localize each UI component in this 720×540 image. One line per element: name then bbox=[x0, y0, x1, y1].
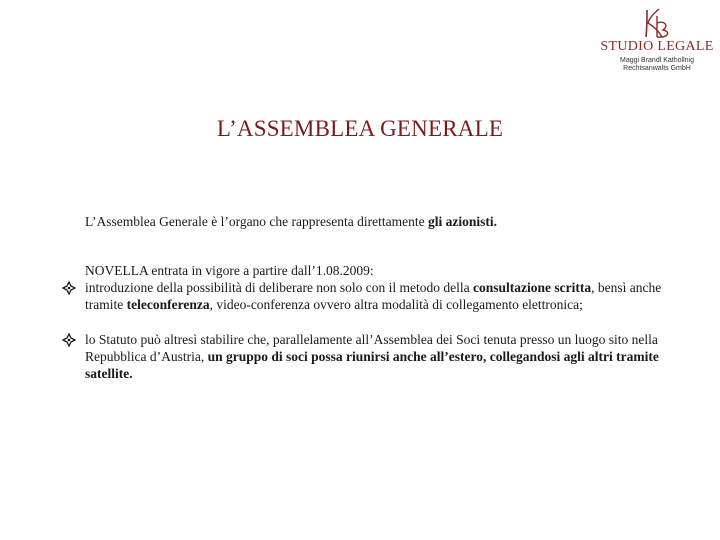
logo-name: STUDIO LEGALE bbox=[600, 39, 714, 54]
diamond-bullet-icon bbox=[62, 333, 76, 347]
logo-line-1: Maggi Brandl Kathollnig bbox=[620, 57, 694, 64]
bullet-2-part-1: lo Statuto può altresì stabilire che, parallelamente all’Assemblea dei Soci tenuta presso un luogo sito nella Repubblica d’Austria, bbox=[85, 332, 658, 364]
studio-logo bbox=[598, 6, 716, 82]
intro-bold: gli azionisti. bbox=[427, 214, 497, 229]
slide-content bbox=[62, 213, 662, 382]
bullet-1-part-1: introduzione della possibilità di deliberare non solo con il metodo della bbox=[85, 280, 474, 295]
bullet-item-2 bbox=[62, 331, 662, 382]
intro-text: L’Assemblea Generale è l’organo che rappresenta direttamente bbox=[85, 214, 428, 229]
bullet-2-part-2: un gruppo di soci possa riunirsi anche all’estero, collegandosi agli altri tramite satellite. bbox=[85, 349, 659, 381]
intro-paragraph bbox=[62, 213, 662, 230]
bullet-1-part-3: , bensì anche tramite bbox=[85, 280, 662, 312]
novella-line: NOVELLA entrata in vigore a partire dall’1.08.2009: bbox=[85, 263, 374, 278]
bullet-item-1 bbox=[62, 279, 662, 313]
bullet-1-part-2: consultazione scritta bbox=[473, 280, 592, 295]
bullet-1-part-5: , video-conferenza ovvero altra modalità di collegamento elettronica; bbox=[209, 297, 583, 312]
logo-line-2: Rechtsanwalts GmbH bbox=[623, 65, 691, 72]
bullet-1-part-4: teleconferenza bbox=[126, 297, 210, 312]
page-title: L’ASSEMBLEA GENERALE bbox=[216, 116, 504, 141]
kb-monogram-icon bbox=[635, 6, 679, 40]
diamond-bullet-icon bbox=[62, 281, 76, 295]
